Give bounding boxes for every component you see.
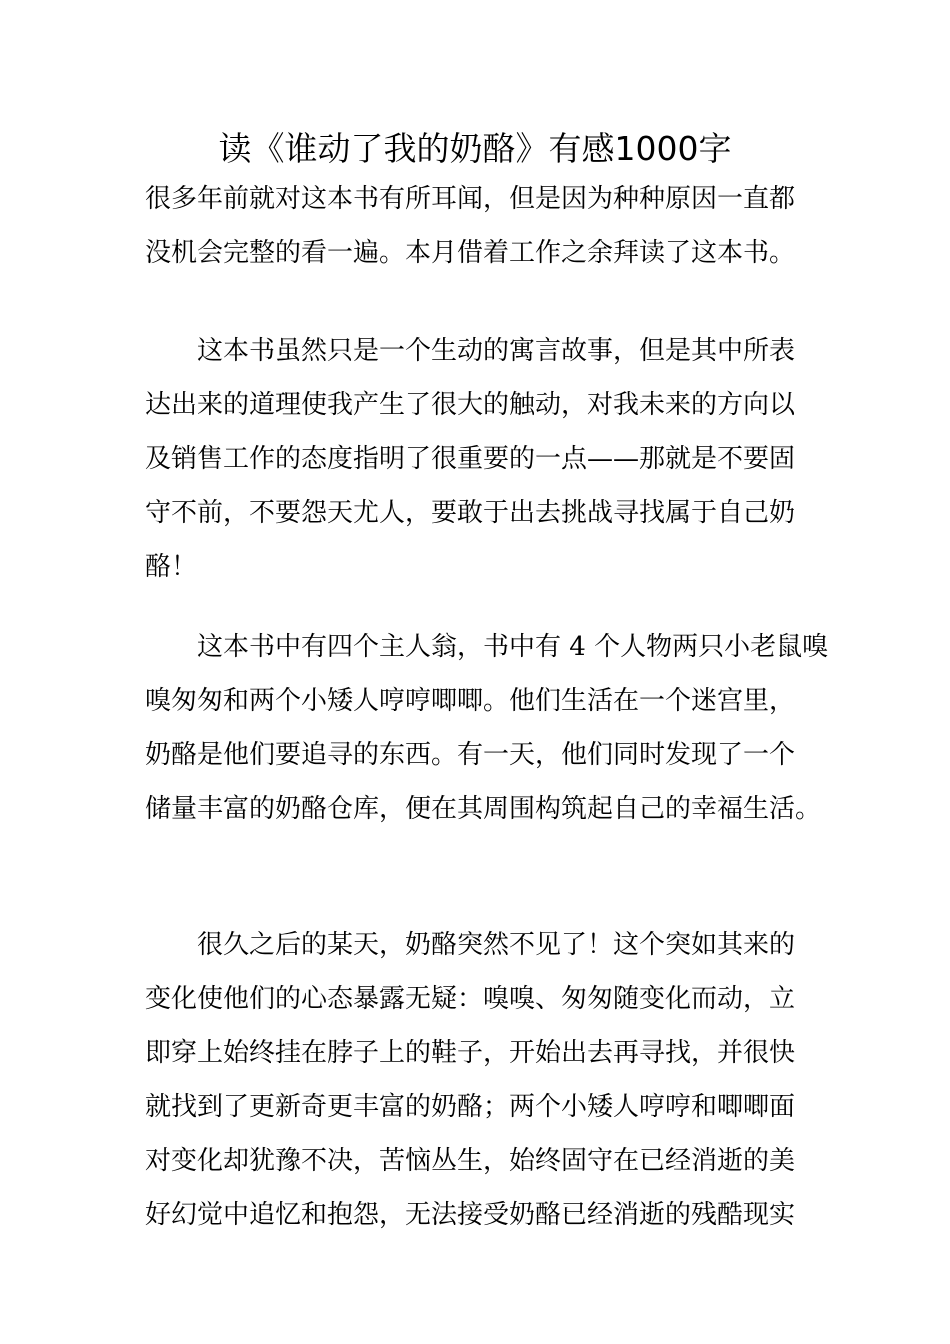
paragraph-line: 没机会完整的看一遍。本月借着工作之余拜读了这本书。 (145, 238, 796, 268)
paragraph-line: 及销售工作的态度指明了很重要的一点——那就是不要固 (145, 444, 796, 474)
paragraph-line: 很多年前就对这本书有所耳闻，但是因为种种原因一直都 (145, 184, 796, 214)
paragraph-line: 好幻觉中追忆和抱怨，无法接受奶酪已经消逝的残酷现实 (145, 1200, 796, 1230)
paragraph-3 (145, 620, 829, 836)
paragraph-line: 达出来的道理使我产生了很大的触动，对我未来的方向以 (145, 390, 796, 420)
paragraph-line: 很久之后的某天，奶酪突然不见了！这个突如其来的 (197, 930, 796, 960)
paragraph-line: 这本书虽然只是一个生动的寓言故事，但是其中所表 (197, 336, 796, 366)
paragraph-2 (145, 324, 807, 594)
paragraph-4 (145, 918, 807, 1242)
paragraph-line: 嗅匆匆和两个小矮人哼哼唧唧。他们生活在一个迷宫里， (145, 686, 796, 716)
document-title: 读《谁动了我的奶酪》有感1000字 (218, 129, 732, 168)
paragraph-line: 奶酪是他们要追寻的东西。有一天，他们同时发现了一个 (145, 740, 796, 770)
paragraph-line: 守不前，不要怨天尤人，要敢于出去挑战寻找属于自己奶 (145, 498, 796, 528)
paragraph-line: 对变化却犹豫不决，苦恼丛生，始终固守在已经消逝的美 (145, 1146, 796, 1176)
paragraph-line: 储量丰富的奶酪仓库，便在其周围构筑起自己的幸福生活。 (145, 794, 822, 824)
paragraph-1 (145, 172, 807, 280)
paragraph-line: 变化使他们的心态暴露无疑：嗅嗅、匆匆随变化而动，立 (145, 984, 796, 1014)
paragraph-line: 酪！ (145, 552, 198, 582)
paragraph-line: 即穿上始终挂在脖子上的鞋子，开始出去再寻找，并很快 (145, 1038, 796, 1068)
paragraph-line: 这本书中有四个主人翁，书中有 4 个人物两只小老鼠嗅 (197, 632, 829, 662)
paragraph-line: 就找到了更新奇更丰富的奶酪；两个小矮人哼哼和唧唧面 (145, 1092, 796, 1122)
